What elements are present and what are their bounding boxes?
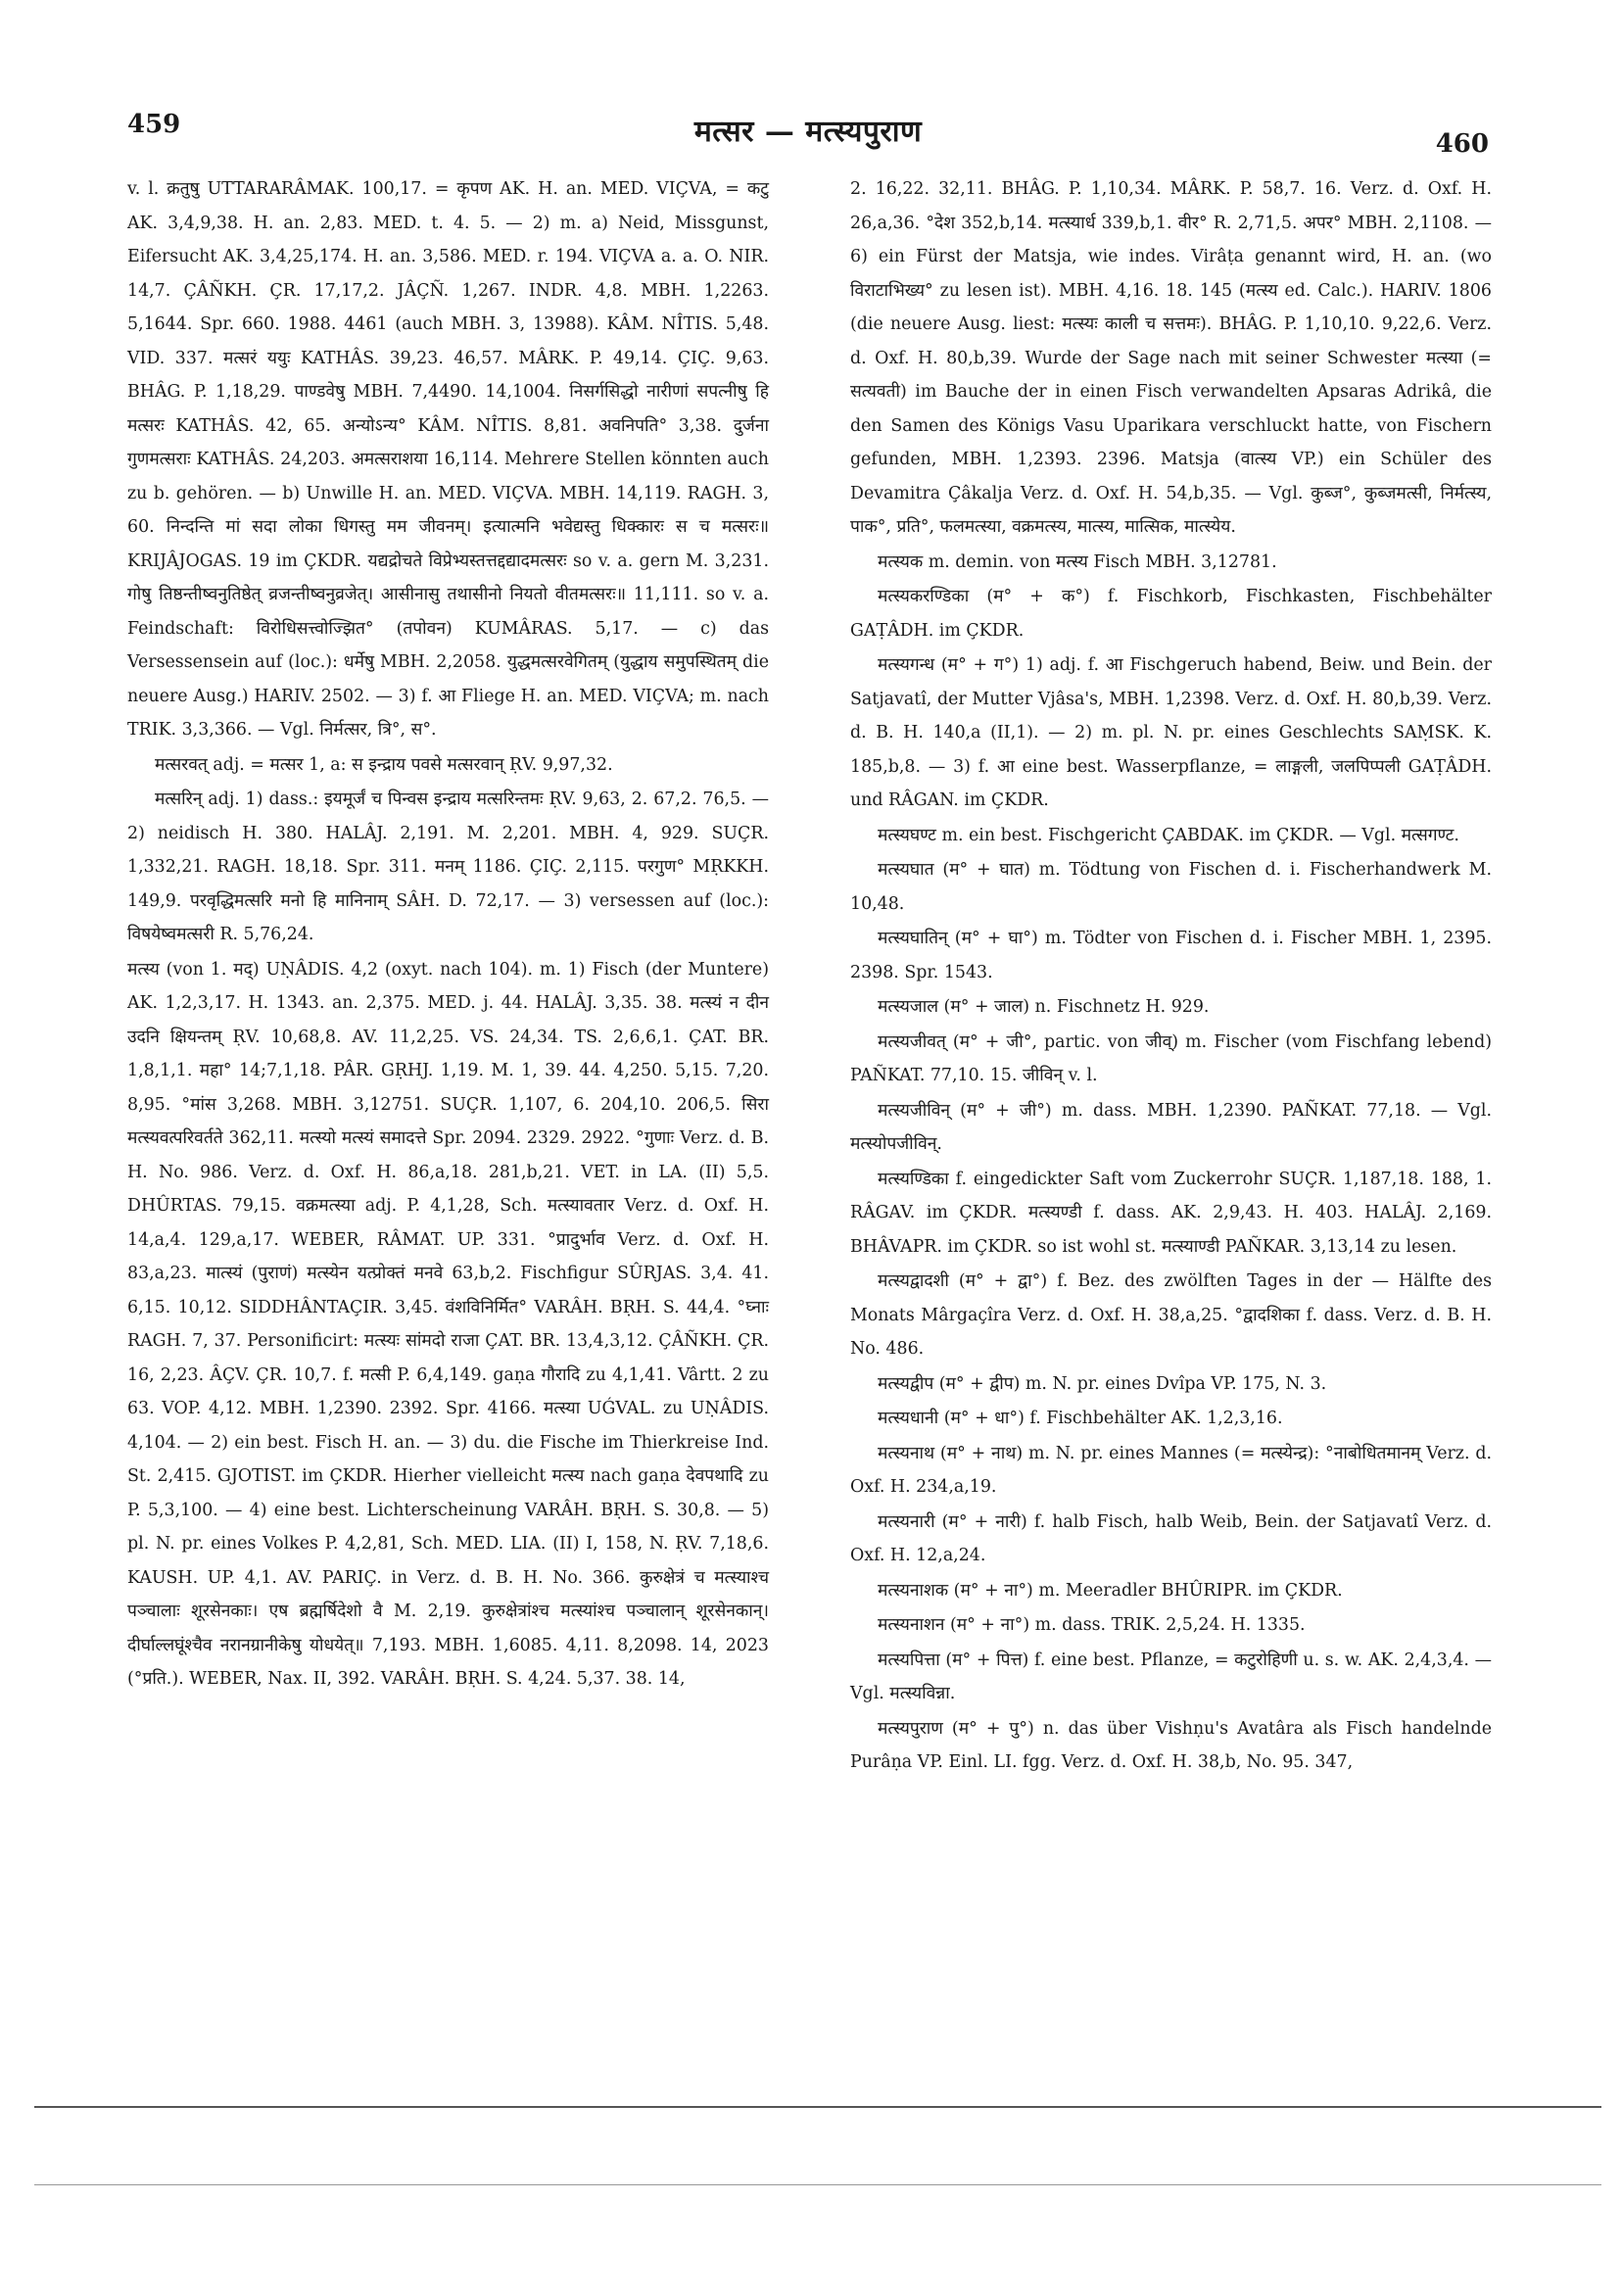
dictionary-entry: मत्सरवत् adj. = मत्सर 1, a: स इन्द्राय पवसे मत्सरवान् ṚV. 9,97,32.	[155, 754, 613, 775]
dictionary-entry: मत्स्यजीविन् (म° + जी°) m. dass. MBH. 1,2390. PAÑKAT. 77,18. — Vgl. मत्स्योपजीविन्.	[850, 1100, 1492, 1154]
dictionary-entry: मत्स्यघण्ट m. ein best. Fischgericht ÇABDAK. im ÇKDR. — Vgl. मत्सगण्ट.	[878, 825, 1459, 845]
running-head: मत्सर — मत्स्यपुराण	[693, 115, 923, 149]
dictionary-entry: मत्स्यनारी (म° + नारी) f. halb Fisch, halb Weib, Bein. der Satjavatî Verz. d. Oxf. H. 12,a,24.	[850, 1511, 1492, 1565]
dictionary-entry: मत्सरिन् adj. 1) dass.: इयमूर्जं च पिन्वस इन्द्राय मत्सरिन्तमः ṚV. 9,63, 2. 67,2. 76,5. — 2) neidisch H. 380. HALÂJ. 2,191. M. 2,201. MBH. 4, 929. SUÇR. 1,332,21. RAGH. 18,18. Spr. 311. मनम् 1186. ÇIÇ. 2,115. परगुण° MṚKKH. 149,9. परवृद्धिमत्सरि मनो हि मानिनाम् SÂH. D. 72,17. — 3) versessen auf (loc.): विषयेष्वमत्सरी R. 5,76,24.	[127, 789, 770, 944]
dictionary-entry: मत्स्यण्डिका f. eingedickter Saft vom Zuckerrohr SUÇR. 1,187,18. 188, 1. RÂGAV. im ÇKDR. मत्स्यण्डी f. dass. AK. 2,9,43. H. 403. HALÂJ. 2,169. BHÂVAPR. im ÇKDR. so ist wohl st. मत्स्याण्डी PAÑKAR. 3,13,14 zu lesen.	[850, 1169, 1492, 1257]
page-header	[127, 110, 1489, 159]
page-number-left: 459	[127, 110, 181, 139]
dictionary-entry: मत्स्यपुराण (म° + पु°) n. das über Vishṇu's Avatâra als Fisch handelnde Purâṇa VP. Einl. LI. fgg. Verz. d. Oxf. H. 38,b, No. 95. 347,	[850, 1718, 1492, 1772]
footer-rule-thin	[34, 2184, 1601, 2185]
dictionary-entry: मत्स्यघातिन् (म° + घा°) m. Tödter von Fischen d. i. Fischer MBH. 1, 2395. 2398. Spr. 1543.	[850, 929, 1492, 982]
page-number-right: 460	[1435, 129, 1489, 159]
dictionary-entry: मत्स्य (von 1. मद्) UṆÂDIS. 4,2 (oxyt. nach 104). m. 1) Fisch (der Muntere) AK. 1,2,3,17. H. 1343. an. 2,375. MED. j. 44. HALÂJ. 3,35. 38. मत्स्यं न दीन उदनि क्षियन्तम् ṚV. 10,68,8. AV. 11,2,25. VS. 24,34. TS. 2,6,6,1. ÇAT. BR. 1,8,1,1. महा° 14;7,1,18. PÂR. GṚHJ. 1,19. M. 1, 39. 44. 4,250. 5,15. 7,20. 8,95. °मांस 3,268. MBH. 3,12751. SUÇR. 1,107, 6. 204,10. 206,5. सिरा मत्स्यवत्परिवर्तते 362,11. मत्स्यो मत्स्यं समादत्ते Spr. 2094. 2329. 2922. °गुणाः Verz. d. B. H. No. 986. Verz. d. Oxf. H. 86,a,18. 281,b,21. VET. in LA. (II) 5,5. DHÛRTAS. 79,15. वक्रमत्स्या adj. P. 4,1,28, Sch. मत्स्यावतार Verz. d. Oxf. H. 14,a,4. 129,a,17. WEBER, RÂMAT. UP. 331. °प्रादुर्भाव Verz. d. Oxf. H. 83,a,23. मात्स्यं (पुराणं) मत्स्येन यत्प्रोक्तं मनवे 63,b,2. Fischfigur SÛRJAS. 3,4. 41. 6,15. 10,12. SIDDHÂNTAÇIR. 3,45. वंशविनिर्मित° VARÂH. BṚH. S. 44,4. °घ्नाः RAGH. 7, 37. Personificirt: मत्स्यः सांमदो राजा ÇAT. BR. 13,4,3,12. ÇÂÑKH. ÇR. 16, 2,23. ÂÇV. ÇR. 10,7. f. मत्सी P. 6,4,149. gaṇa गौरादि zu 4,1,41. Vârtt. 2 zu 63. VOP. 4,12. MBH. 1,2390. 2392. Spr. 4166. मत्स्या UǴVAL. zu UṆÂDIS. 4,104. — 2) ein best. Fisch H. an. — 3) du. die Fische im Thierkreise Ind. St. 2,415. GJOTIST. im ÇKDR. Hierher vielleicht मत्स्य nach gaṇa देवपथादि zu P. 5,3,100. — 4) eine best. Lichterscheinung VARÂH. BṚH. S. 30,8. — 5) pl. N. pr. eines Volkes P. 4,2,81, Sch. MED. LIA. (II) I, 158, N. ṚV. 7,18,6. KAUSH. UP. 4,1. AV. PARIÇ. in Verz. d. B. H. No. 366. कुरुक्षेत्रं च मत्स्याश्च पञ्चालाः शूरसेनकाः। एष ब्रह्मर्षिदेशो वै M. 2,19. कुरुक्षेत्रांश्च मत्स्यांश्च पञ्चालान् शूरसेनकान्। दीर्घाल्लघूंश्चैव नरानग्रानीकेषु योधयेत्॥ 7,193. MBH. 1,6085. 4,11. 8,2098. 14, 2023 (°प्रति.). WEBER, Nax. II, 392. VARÂH. BṚH. S. 4,24. 5,37. 38. 14,	[127, 959, 769, 1689]
footer-rule	[34, 2106, 1601, 2108]
dictionary-entry: मत्स्यनाशन (म° + ना°) m. dass. TRIK. 2,5,24. H. 1335.	[878, 1615, 1306, 1635]
left-column	[127, 172, 769, 1698]
dictionary-entry: 2. 16,22. 32,11. BHÂG. P. 1,10,34. MÂRK. P. 58,7. 16. Verz. d. Oxf. H. 26,a,36. °देश 352,b,14. मत्स्यार्ध 339,b,1. वीर° R. 2,71,5. अपर° MBH. 2,1108. — 6) ein Fürst der Matsja, wie indes. Virâṭa genannt wird, H. an. (wo विराटाभिख्य° zu lesen ist). MBH. 4,16. 18. 145 (मत्स्य ed. Calc.). HARIV. 1806 (die neuere Ausg. liest: मत्स्यः काली च सत्तमः). BHÂG. P. 1,10,10. 9,22,6. Verz. d. Oxf. H. 80,b,39. Wurde der Sage nach mit seiner Schwester मत्स्या (= सत्यवती) im Bauche der in einen Fisch verwandelten Apsaras Adrikâ, die den Samen des Königs Vasu Uparikara verschluckt hatte, von Fischern gefunden, MBH. 1,2393. 2396. Matsja (वात्स्य VP.) ein Schüler des Devamitra Çâkalja Verz. d. Oxf. H. 54,b,35. — Vgl. कुब्ज°, कुब्जमत्सी, निर्मत्स्य, पाक°, प्रति°, फलमत्स्या, वक्रमत्स्य, मात्स्य, मात्सिक, मात्स्येय.	[850, 179, 1492, 537]
dictionary-entry: मत्स्यनाथ (म° + नाथ) m. N. pr. eines Mannes (= मत्स्येन्द्र): °नाबोधितमानम् Verz. d. Oxf. H. 234,a,19.	[850, 1443, 1492, 1497]
dictionary-entry: मत्स्यजाल (म° + जाल) n. Fischnetz H. 929.	[878, 997, 1210, 1017]
dictionary-entry: मत्स्यगन्ध (म° + ग°) 1) adj. f. आ Fischgeruch habend, Beiw. und Bein. der Satjavatî, der Mutter Vjâsa's, MBH. 1,2398. Verz. d. Oxf. H. 80,b,39. Verz. d. B. H. 140,a (II,1). — 2) m. pl. N. pr. eines Geschlechts SAṂSK. K. 185,b,8. — 3) f. आ eine best. Wasserpflanze, = लाङ्गली, जलपिप्पली GAṬÂDH. und RÂGAN. im ÇKDR.	[850, 655, 1492, 810]
dictionary-entry: मत्स्यक m. demin. von मत्स्य Fisch MBH. 3,12781.	[878, 551, 1277, 572]
dictionary-entry: मत्स्यद्वीप (म° + द्वीप) m. N. pr. eines Dvîpa VP. 175, N. 3.	[878, 1373, 1327, 1394]
right-column	[850, 172, 1492, 1781]
dictionary-entry: मत्स्यद्वादशी (म° + द्वा°) f. Bez. des zwölften Tages in der — Hälfte des Monats Mârgaçîra Verz. d. Oxf. H. 38,a,25. °द्वादशिका f. dass. Verz. d. B. H. No. 486.	[850, 1271, 1492, 1359]
dictionary-entry: मत्स्यधानी (म° + धा°) f. Fischbehälter AK. 1,2,3,16.	[878, 1409, 1283, 1428]
dictionary-entry: v. l. क्रतुषु UTTARARÂMAK. 100,17. = कृपण AK. H. an. MED. VIÇVA, = कटु AK. 3,4,9,38. H. an. 2,83. MED. t. 4. 5. — 2) m. a) Neid, Missgunst, Eifersucht AK. 3,4,25,174. H. an. 3,586. MED. r. 194. VIÇVA a. a. O. NIR. 14,7. ÇÂÑKH. ÇR. 17,17,2. JÂÇÑ. 1,267. INDR. 4,8. MBH. 1,2263. 5,1644. Spr. 660. 1988. 4461 (auch MBH. 3, 13988). KÂM. NÎTIS. 5,48. VID. 337. मत्सरं ययुः KATHÂS. 39,23. 46,57. MÂRK. P. 49,14. ÇIÇ. 9,63. BHÂG. P. 1,18,29. पाण्डवेषु MBH. 7,4490. 14,1004. निसर्गसिद्धो नारीणां सपत्नीषु हि मत्सरः KATHÂS. 42, 65. अन्योऽन्य° KÂM. NÎTIS. 8,81. अवनिपति° 3,38. दुर्जना गुणमत्सराः KATHÂS. 24,203. अमत्सराशया 16,114. Mehrere Stellen könnten auch zu b. gehören. — b) Unwille H. an. MED. VIÇVA. MBH. 14,119. RAGH. 3, 60. निन्दन्ति मां सदा लोका धिगस्तु मम जीवनम्। इत्यात्मनि भवेद्यस्तु धिक्कारः स च मत्सरः॥ KRIJÂJOGAS. 19 im ÇKDR. यद्यद्रोचते विप्रेभ्यस्तत्तद्दद्यादमत्सरः so v. a. gern M. 3,231. गोषु तिष्ठन्तीष्वनुतिष्ठेत् व्रजन्तीष्वनुव्रजेत्। आसीनासु तथासीनो नियतो वीतमत्सरः॥ 11,111. so v. a. Feindschaft: विरोधिसत्त्वोज्झित° (तपोवन) KUMÂRAS. 5,17. — c) das Versessensein auf (loc.): धर्मेषु MBH. 2,2058. युद्धमत्सरवेगितम् (युद्धाय समुपस्थितम् die neuere Ausg.) HARIV. 2502. — 3) f. आ Fliege H. an. MED. VIÇVA; m. nach TRIK. 3,3,366. — Vgl. निर्मत्सर, त्रि°, स°.	[127, 179, 769, 740]
dictionary-entry: मत्स्यकरण्डिका (म° + क°) f. Fischkorb, Fischkasten, Fischbehälter GAṬÂDH. im ÇKDR.	[850, 587, 1492, 641]
dictionary-entry: मत्स्यजीवत् (म° + जी°, partic. von जीव्) m. Fischer (vom Fischfang lebend) PAÑKAT. 77,10. 15. जीविन् v. l.	[850, 1031, 1492, 1085]
dictionary-entry: मत्स्यपित्ता (म° + पित्त) f. eine best. Pflanze, = कटुरोहिणी u. s. w. AK. 2,4,3,4. — Vgl. मत्स्यविन्ना.	[850, 1650, 1492, 1703]
dictionary-entry: मत्स्यघात (म° + घात) m. Tödtung von Fischen d. i. Fischerhandwerk M. 10,48.	[850, 860, 1492, 914]
dictionary-entry: मत्स्यनाशक (म° + ना°) m. Meeradler BHÛRIPR. im ÇKDR.	[878, 1580, 1343, 1601]
